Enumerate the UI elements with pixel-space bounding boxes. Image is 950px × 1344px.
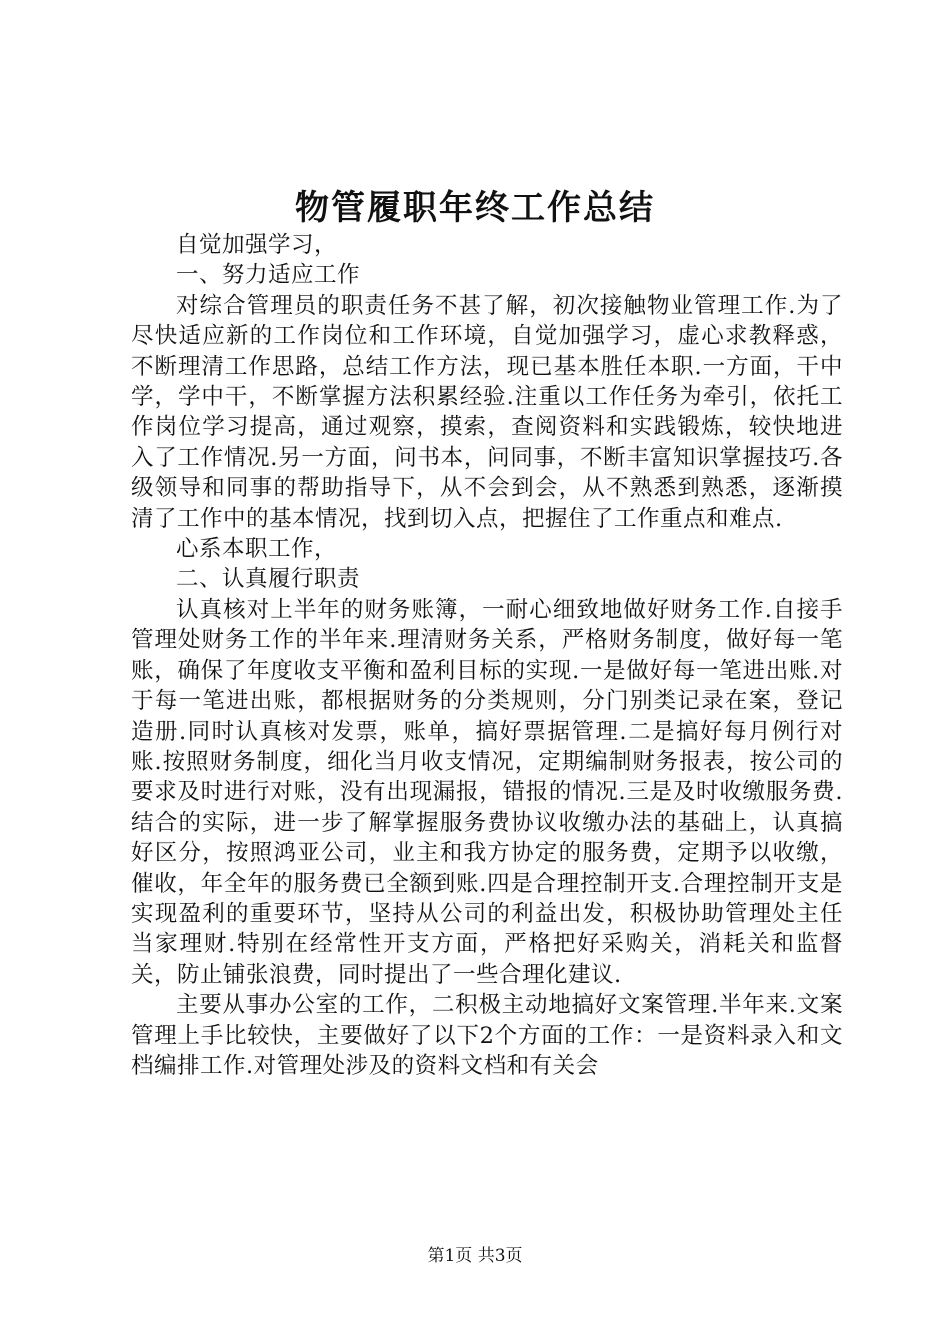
paragraph: 主要从事办公室的工作，二积极主动地搞好文案管理.半年来.文案管理上手比较快，主要做好了以下2个方面的工作：一是资料录入和文档编排工作.对管理处涉及的资料文档和有关会 [131, 992, 843, 1079]
document-title: 物管履职年终工作总结 [295, 188, 655, 228]
paragraph: 认真核对上半年的财务账簿，一耐心细致地做好财务工作.自接手管理处财务工作的半年来.理清财务关系，严格财务制度，做好每一笔账，确保了年度收支平衡和盈利目标的实现.一是做好每一笔进出账.对于每一笔进出账，都根据财务的分类规则，分门别类记录在案，登记造册.同时认真核对发票，账单，搞好票据管理.二是搞好每月例行对账.按照财务制度，细化当月收支情况，定期编制财务报表，按公司的要求及时进行对账，没有出现漏报，错报的情况.三是及时收缴服务费.结合的实际，进一步了解掌握服务费协议收缴办法的基础上，认真搞好区分，按照鸿亚公司，业主和我方协定的服务费，定期予以收缴，催收，年全年的服务费已全额到账.四是合理控制开支.合理控制开支是实现盈利的重要环节，坚持从公司的利益出发，积极协助管理处主任当家理财.特别在经常性开支方面，严格把好采购关，消耗关和监督关，防止铺张浪费，同时提出了一些合理化建议. [131, 596, 843, 988]
paragraph: 心系本职工作， [176, 536, 338, 563]
section-heading: 一、努力适应工作 [176, 262, 361, 289]
section-heading: 二、认真履行职责 [176, 566, 361, 593]
paragraph: 对综合管理员的职责任务不甚了解，初次接触物业管理工作.为了尽快适应新的工作岗位和工作环境，自觉加强学习，虚心求教释惑，不断理清工作思路，总结工作方法，现已基本胜任本职.一方面，干中学，学中干，不断掌握方法积累经验.注重以工作任务为牵引，依托工作岗位学习提高，通过观察，摸索，查阅资料和实践锻炼，较快地进入了工作情况.另一方面，问书本，问同事，不断丰富知识掌握技巧.各级领导和同事的帮助指导下，从不会到会，从不熟悉到熟悉，逐渐摸清了工作中的基本情况，找到切入点，把握住了工作重点和难点. [131, 292, 843, 532]
page-footer: 第1页 共3页 [427, 1246, 523, 1266]
paragraph: 自觉加强学习， [176, 232, 338, 258]
document-body [131, 230, 843, 1081]
